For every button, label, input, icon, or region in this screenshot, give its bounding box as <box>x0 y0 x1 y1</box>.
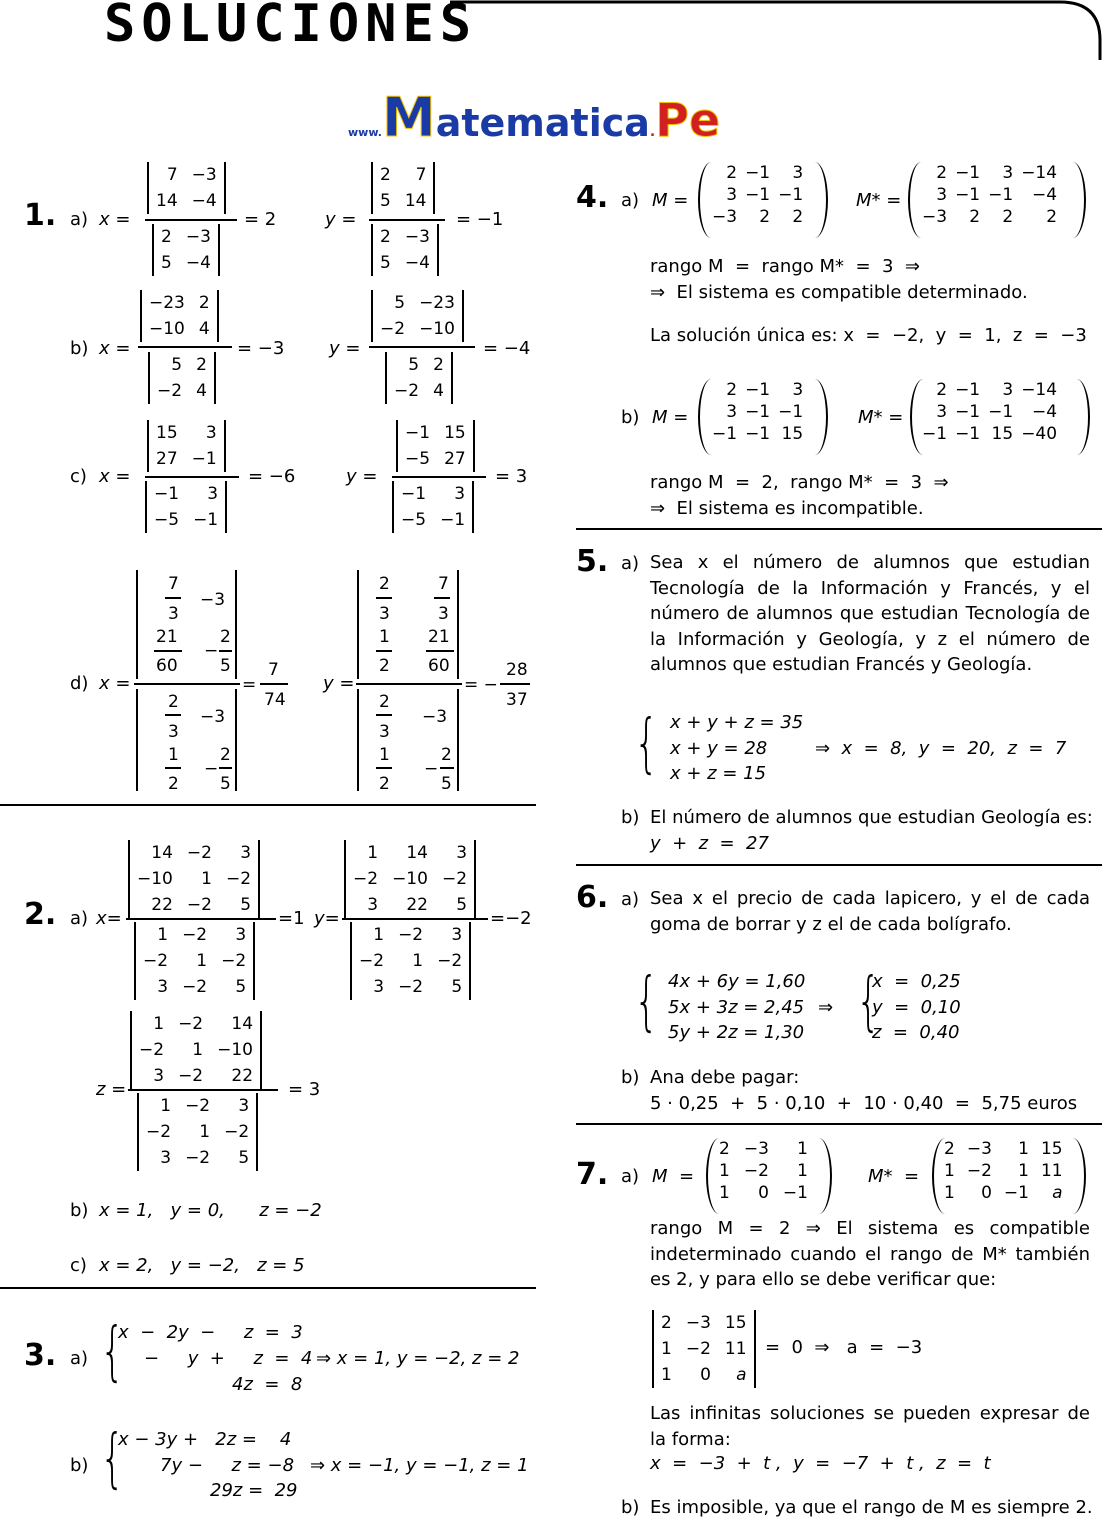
problem-1-number: 1. <box>24 198 57 233</box>
svg-text:−: − <box>204 759 219 779</box>
svg-text:60: 60 <box>156 656 178 676</box>
p4-a-text2: ⇒ El sistema es compatible determinado. <box>650 282 1028 303</box>
p7-a-label: a) <box>621 1166 640 1187</box>
p4-b-M: M = <box>652 407 689 428</box>
svg-text:3: 3 <box>438 604 449 624</box>
p1-b-y-result: = −4 <box>483 338 531 359</box>
brace: { <box>634 965 659 1039</box>
svg-text:21: 21 <box>156 627 178 647</box>
brace: { <box>100 1315 125 1389</box>
p3-b-label: b) <box>70 1455 89 1476</box>
p1-d-label: d) <box>70 673 89 694</box>
p3-a-eq1: x − 2y − z = 3 <box>118 1322 303 1343</box>
logo: www.Matematica.Pe <box>348 86 721 149</box>
p6-b-text1: Ana debe pagar: <box>650 1067 800 1088</box>
p6-sol-x: x = 0,25 <box>872 971 961 992</box>
p2-x: x= <box>96 908 122 929</box>
p2-c-label: c) <box>70 1255 87 1276</box>
p2-b-label: b) <box>70 1200 89 1221</box>
p1-b-x: x = <box>99 338 131 359</box>
svg-text:74: 74 <box>264 690 286 710</box>
problem-4-number: 4. <box>576 180 609 215</box>
divider <box>576 1123 1102 1125</box>
svg-text:3: 3 <box>168 722 179 742</box>
frac-bar <box>138 346 232 348</box>
p5-b-text2: y + z = 27 <box>650 833 769 854</box>
frac-bar <box>369 219 445 221</box>
svg-text:3: 3 <box>379 722 390 742</box>
p2-a-label: a) <box>70 908 89 929</box>
p2-x-num: 14 −2 3 −10 1 −2 22 −2 5 <box>128 840 260 918</box>
p2-z-den: 1 −2 3 −2 1 −2 3 −2 5 <box>137 1093 258 1171</box>
frac-bar <box>128 1089 278 1091</box>
svg-text:−: − <box>424 759 439 779</box>
p6-sol-y: y = 0,10 <box>872 997 961 1018</box>
svg-text:1: 1 <box>168 745 179 765</box>
p7-a-text1: rango M = 2 ⇒ El sistema es compatible indeterminado cuando el rango de M* también es 2, y para ello se debe verificar que: <box>650 1218 1090 1290</box>
p1-a-x-result: = 2 <box>244 209 277 230</box>
svg-text:7: 7 <box>438 574 449 594</box>
p2-x-den: 1 −2 3 −2 1 −2 3 −2 5 <box>134 922 255 1000</box>
p1-c-x-num: 15 3 27 −1 <box>147 420 226 472</box>
p1-d-x: x = <box>99 673 131 694</box>
p2-y: y= <box>314 908 340 929</box>
p1-a-y-den: 2 −3 5 −4 <box>371 224 439 276</box>
svg-text:−3: −3 <box>200 590 226 610</box>
svg-text:2: 2 <box>441 745 452 765</box>
p6-eq3: 5y + 2z = 1,30 <box>668 1022 805 1043</box>
p1-d-y: y = <box>323 673 355 694</box>
svg-text:= −: = − <box>464 675 498 695</box>
p4-a-text1: rango M = rango M* = 3 ⇒ <box>650 256 920 277</box>
p5-a-label: a) <box>621 553 640 574</box>
p4-a-M-matrix: 2 −1 3 3 −1 −1 −3 2 2 <box>698 162 828 238</box>
p7-a-text2: Las infinitas soluciones se pueden expresar de la forma: <box>650 1403 1090 1450</box>
p1-c-x-den: −1 3 −5 −1 <box>145 481 227 533</box>
p1-b-x-result: = −3 <box>237 338 285 359</box>
p6-b-label: b) <box>621 1067 640 1088</box>
svg-text:1: 1 <box>379 627 390 647</box>
p2-c-solution: x = 2, y = −2, z = 5 <box>99 1255 305 1276</box>
svg-text:2: 2 <box>379 692 390 712</box>
p3-b-eq3: 29z = 29 <box>210 1480 298 1501</box>
p6-arrow: ⇒ <box>818 997 834 1018</box>
svg-text:37: 37 <box>506 690 528 710</box>
p2-z-result: = 3 <box>288 1079 321 1100</box>
p4-b-Ms: M* = <box>858 407 904 428</box>
frac-bar <box>145 219 237 221</box>
p6-sol-z: z = 0,40 <box>872 1022 960 1043</box>
p1-b-y-num: 5 −23 −2 −10 <box>371 290 464 342</box>
page-title: SOLUCIONES <box>104 0 478 54</box>
p1-b-label: b) <box>70 338 89 359</box>
p6-a-text: Sea x el precio de cada lapicero, y el de cada goma de borrar y z el de cada bolígrafo. <box>650 888 1090 935</box>
p4-b-text2: ⇒ El sistema es incompatible. <box>650 498 924 519</box>
p1-a-y: y = <box>325 209 357 230</box>
problem-3-number: 3. <box>24 1338 57 1373</box>
p6-a-label: a) <box>621 889 640 910</box>
p2-x-result: =1 <box>278 908 305 929</box>
p5-a-text: Sea x el número de alumnos que estudian Tecnología de la Información y Francés, y el número de alumnos que estudian Tecnología de la Información y Geología, y z el número de alumnos que estudian Francés y Geología. <box>650 552 1090 675</box>
divider <box>0 804 536 806</box>
problem-6-number: 6. <box>576 880 609 915</box>
p2-z: z = <box>96 1079 127 1100</box>
p1-b-x-den: 5 2 −2 4 <box>148 352 216 404</box>
p1-a-y-num: 2 7 5 14 <box>371 162 435 214</box>
svg-text:3: 3 <box>168 604 179 624</box>
p7-det: 2 −3 15 1 −2 11 1 0 a <box>652 1310 756 1388</box>
p2-b-solution: x = 1, y = 0, z = −2 <box>99 1200 322 1221</box>
p7-Ms-matrix: 2 −3 1 15 1 −2 1 11 1 0 −1 a <box>932 1138 1086 1214</box>
divider <box>576 528 1102 530</box>
svg-text:60: 60 <box>428 656 450 676</box>
svg-text:21: 21 <box>428 627 450 647</box>
divider <box>0 1287 536 1289</box>
p4-b-Ms-matrix: 2 −1 3 −14 3 −1 −1 −4 −1 −1 15 −40 <box>910 379 1090 455</box>
p5-eq2: x + y = 28 <box>670 738 768 759</box>
svg-text:1: 1 <box>379 745 390 765</box>
svg-text:2: 2 <box>220 745 231 765</box>
svg-text:2: 2 <box>220 627 231 647</box>
p3-b-solution: ⇒ x = −1, y = −1, z = 1 <box>310 1455 529 1476</box>
frac-bar <box>392 476 486 478</box>
svg-text:2: 2 <box>379 656 390 676</box>
problem-7-number: 7. <box>576 1157 609 1192</box>
p1-a-label: a) <box>70 209 89 230</box>
svg-text:7: 7 <box>168 574 179 594</box>
p7-b-text: Es imposible, ya que el rango de M es siempre 2. <box>650 1497 1093 1518</box>
p7-Ms: M* = <box>868 1166 920 1187</box>
p4-a-label: a) <box>621 190 640 211</box>
p7-M: M = <box>652 1166 695 1187</box>
p5-eq3: x + z = 15 <box>670 763 767 784</box>
svg-text:−3: −3 <box>422 707 448 727</box>
p3-b-eq2: 7y − z = −8 <box>160 1455 295 1476</box>
p1-c-y-num: −1 15 −5 27 <box>396 420 475 472</box>
p1-a-x: x = <box>99 209 131 230</box>
brace: { <box>100 1422 125 1496</box>
p3-a-eq2: − y + z = 4 <box>144 1348 313 1369</box>
p1-a-x-den: 2 −3 5 −4 <box>152 224 220 276</box>
p1-b-x-num: −23 2 −10 4 <box>140 290 219 342</box>
svg-text:2: 2 <box>379 574 390 594</box>
frac-bar <box>342 918 488 920</box>
p4-a-Ms-matrix: 2 −1 3 −14 3 −1 −1 −4 −3 2 2 2 <box>908 162 1086 238</box>
p2-y-den: 1 −2 3 −2 1 −2 3 −2 5 <box>350 922 471 1000</box>
p1-c-y-result: = 3 <box>495 466 528 487</box>
p5-b-label: b) <box>621 807 640 828</box>
p3-b-eq1: x − 3y + 2z = 4 <box>118 1429 292 1450</box>
svg-text:3: 3 <box>379 604 390 624</box>
p1-a-x-num: 7 −3 14 −4 <box>147 162 226 214</box>
p6-eq1: 4x + 6y = 1,60 <box>668 971 806 992</box>
svg-text:2: 2 <box>168 692 179 712</box>
brace: { <box>634 707 659 781</box>
frac-bar <box>145 476 239 478</box>
p1-b-y: y = <box>329 338 361 359</box>
p4-a-text3: La solución única es: x = −2, y = 1, z = −3 <box>650 325 1087 346</box>
p5-b-text1: El número de alumnos que estudian Geología es: <box>650 807 1093 828</box>
p7-det-result: = 0 ⇒ a = −3 <box>765 1337 923 1358</box>
svg-text:2: 2 <box>379 774 390 794</box>
p4-b-text1: rango M = 2, rango M* = 3 ⇒ <box>650 472 949 493</box>
svg-text:−3: −3 <box>200 707 226 727</box>
p7-M-matrix: 2 −3 1 1 −2 1 1 0 −1 <box>706 1138 832 1214</box>
p4-a-Ms: M* = <box>856 190 902 211</box>
p3-a-eq3: 4z = 8 <box>232 1374 303 1395</box>
brace: { <box>856 965 881 1039</box>
p4-b-label: b) <box>621 407 640 428</box>
p2-y-num: 1 14 3 −2 −10 −2 3 22 5 <box>344 840 476 918</box>
frac-bar <box>369 346 475 348</box>
p1-c-y: y = <box>346 466 378 487</box>
p7-a-text3: x = −3 + t , y = −7 + t , z = t <box>650 1453 991 1474</box>
svg-text:5: 5 <box>220 656 231 676</box>
svg-text:5: 5 <box>441 774 452 794</box>
svg-text:−: − <box>204 641 219 661</box>
problem-2-number: 2. <box>24 897 57 932</box>
p4-a-M: M = <box>652 190 689 211</box>
svg-text:2: 2 <box>168 774 179 794</box>
p2-z-num: 1 −2 14 −2 1 −10 3 −2 22 <box>130 1011 262 1089</box>
p1-c-x: x = <box>99 466 131 487</box>
p1-c-x-result: = −6 <box>248 466 296 487</box>
frac-bar <box>126 918 276 920</box>
svg-text:7: 7 <box>268 660 279 680</box>
p5-eq1: x + y + z = 35 <box>670 712 804 733</box>
p1-c-y-den: −1 3 −5 −1 <box>392 481 474 533</box>
p2-y-result: =−2 <box>490 908 532 929</box>
svg-text:28: 28 <box>506 660 528 680</box>
p7-b-label: b) <box>621 1497 640 1518</box>
p3-a-solution: ⇒ x = 1, y = −2, z = 2 <box>316 1348 520 1369</box>
page-border <box>0 0 1102 60</box>
p4-b-M-matrix: 2 −1 3 3 −1 −1 −1 −1 15 <box>698 379 828 455</box>
problem-5-number: 5. <box>576 544 609 579</box>
p3-a-label: a) <box>70 1348 89 1369</box>
p1-c-label: c) <box>70 466 87 487</box>
p6-b-text2: 5 · 0,25 + 5 · 0,10 + 10 · 0,40 = 5,75 euros <box>650 1093 1078 1114</box>
p1-a-y-result: = −1 <box>456 209 504 230</box>
svg-text:5: 5 <box>220 774 231 794</box>
p5-solution: ⇒ x = 8, y = 20, z = 7 <box>815 738 1067 759</box>
p1-b-y-den: 5 2 −2 4 <box>385 352 453 404</box>
divider <box>576 864 1102 866</box>
p6-eq2: 5x + 3z = 2,45 <box>668 997 805 1018</box>
svg-text:=: = <box>242 675 257 695</box>
